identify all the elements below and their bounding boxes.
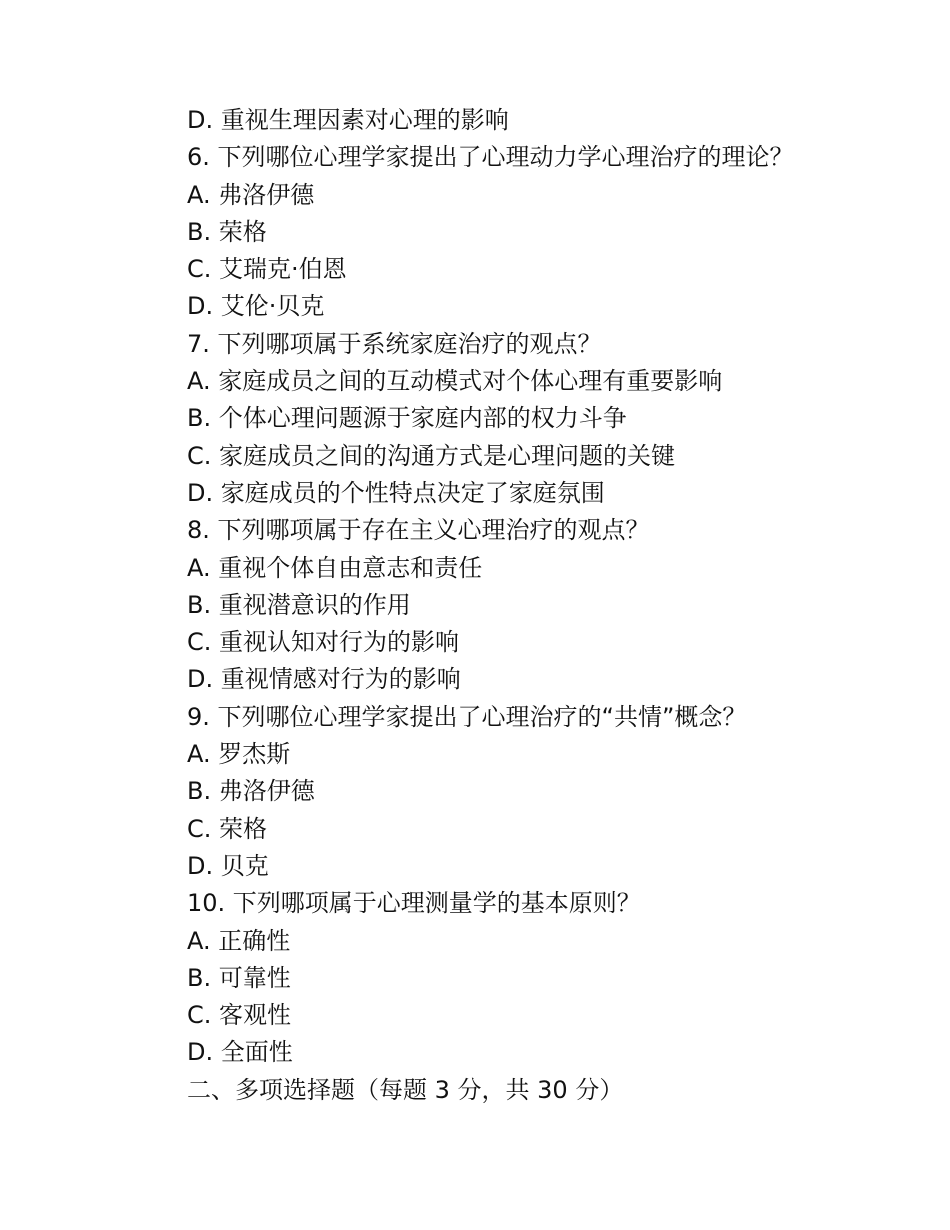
option-7c: C. 家庭成员之间的沟通方式是心理问题的关键 <box>187 441 676 470</box>
option-8c: C. 重视认知对行为的影响 <box>187 628 460 657</box>
question-8: 8. 下列哪项属于存在主义心理治疗的观点？ <box>187 516 650 545</box>
option-7b: B. 个体心理问题源于家庭内部的权力斗争 <box>187 404 627 433</box>
section-heading-multiple-choice: 二、多项选择题（每题 3 分，共 30 分） <box>187 1075 624 1104</box>
option-5d: D. 重视生理因素对心理的影响 <box>187 106 509 134</box>
option-6a: A. 弗洛伊德 <box>187 180 315 209</box>
option-9c: C. 荣格 <box>187 814 268 843</box>
option-6b: B. 荣格 <box>187 217 267 246</box>
option-8d: D. 重视情感对行为的影响 <box>187 665 461 694</box>
question-7: 7. 下列哪项属于系统家庭治疗的观点？ <box>187 329 602 358</box>
option-10d: D. 全面性 <box>187 1038 293 1067</box>
option-8a: A. 重视个体自由意志和责任 <box>187 553 483 582</box>
option-10b: B. 可靠性 <box>187 963 291 992</box>
option-10a: A. 正确性 <box>187 926 291 955</box>
option-9b: B. 弗洛伊德 <box>187 777 315 806</box>
option-6d: D. 艾伦·贝克 <box>187 292 325 321</box>
option-8b: B. 重视潜意识的作用 <box>187 590 411 619</box>
document-body <box>187 102 867 1109</box>
option-6c: C. 艾瑞克·伯恩 <box>187 255 347 284</box>
option-9d: D. 贝克 <box>187 851 269 880</box>
option-9a: A. 罗杰斯 <box>187 740 291 769</box>
option-7d: D. 家庭成员的个性特点决定了家庭氛围 <box>187 478 605 507</box>
option-7a: A. 家庭成员之间的互动模式对个体心理有重要影响 <box>187 367 723 396</box>
question-9: 9. 下列哪位心理学家提出了心理治疗的“共情”概念？ <box>187 702 747 731</box>
option-10c: C. 客观性 <box>187 1001 292 1030</box>
question-10: 10. 下列哪项属于心理测量学的基本原则？ <box>187 889 641 918</box>
question-6: 6. 下列哪位心理学家提出了心理动力学心理治疗的理论？ <box>187 143 794 172</box>
